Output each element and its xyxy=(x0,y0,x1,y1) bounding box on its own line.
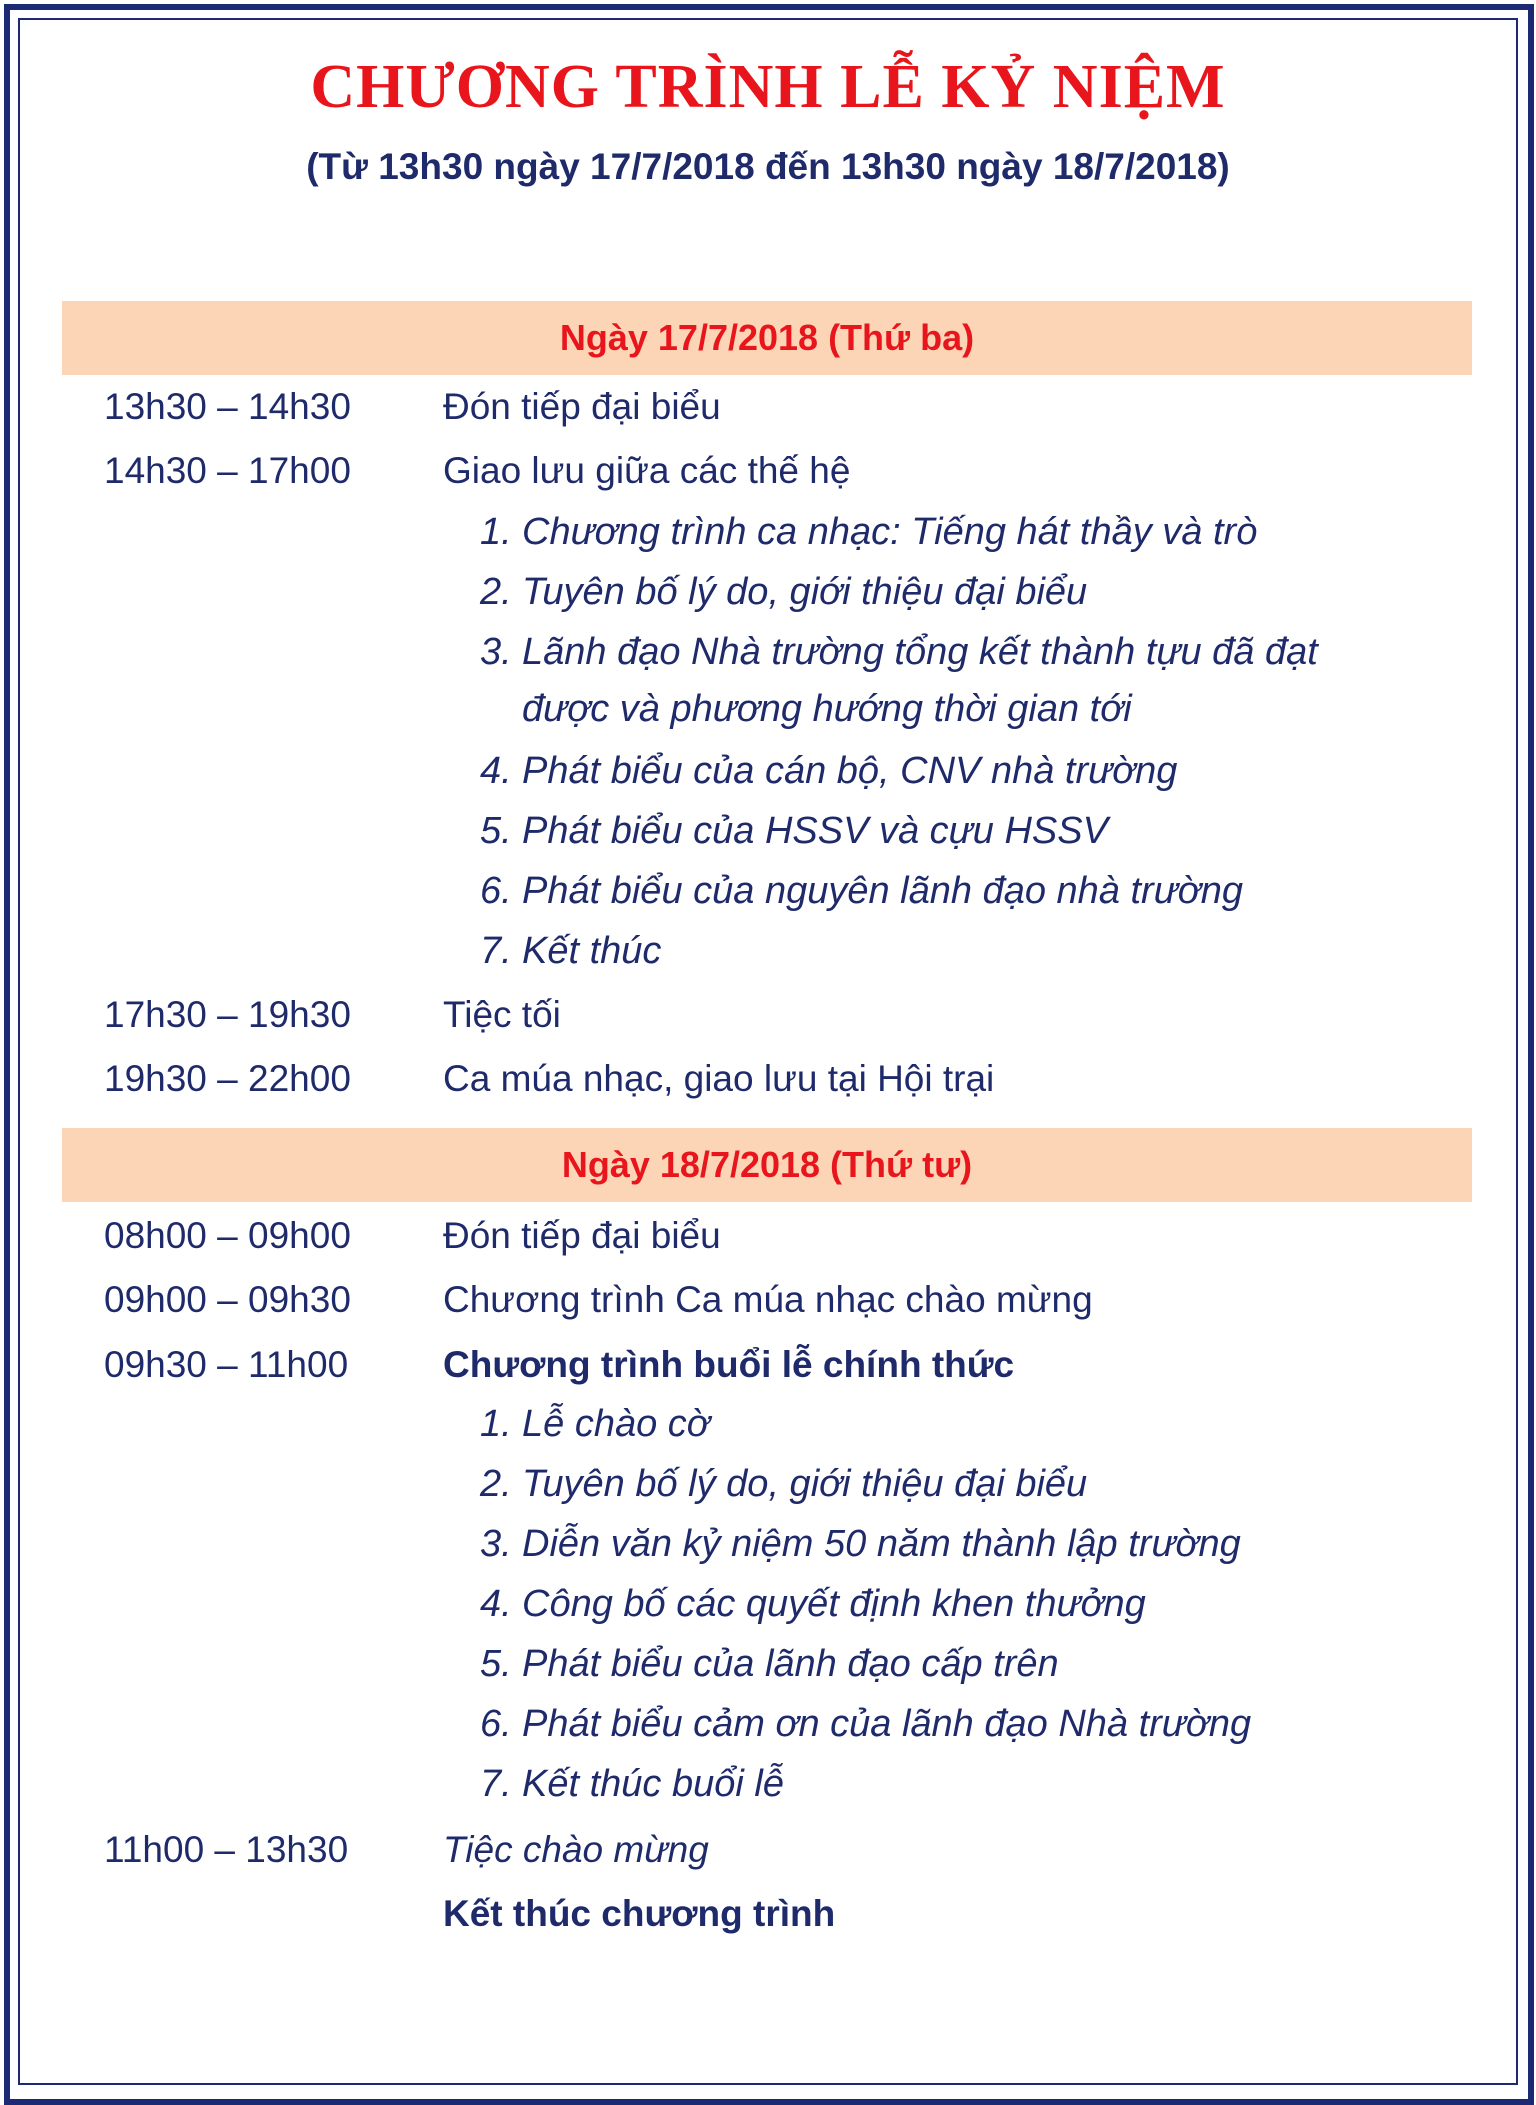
sub-item xyxy=(480,810,1108,853)
sub-item xyxy=(480,571,1087,614)
sub-item xyxy=(480,631,1318,674)
sub-item-number: 7. xyxy=(480,1763,512,1805)
activity: Ca múa nhạc, giao lưu tại Hội trại xyxy=(443,1058,995,1099)
sub-item-text: Kết thúc xyxy=(522,930,662,972)
closing-text: Kết thúc chương trình xyxy=(443,1893,836,1934)
activity: Tiệc tối xyxy=(443,994,561,1035)
time-range: 09h30 – 11h00 xyxy=(104,1344,349,1385)
time-range: 17h30 – 19h30 xyxy=(104,994,351,1035)
sub-item-text: Diễn văn kỷ niệm 50 năm thành lập trường xyxy=(522,1523,1241,1565)
sub-item-number: 3. xyxy=(480,631,512,673)
activity: Đón tiếp đại biểu xyxy=(443,386,721,427)
time-range: 13h30 – 14h30 xyxy=(104,386,351,427)
page-subtitle: (Từ 13h30 ngày 17/7/2018 đến 13h30 ngày 18/7/2018) xyxy=(306,146,1230,187)
sub-item-text: Tuyên bố lý do, giới thiệu đại biểu xyxy=(522,1463,1088,1505)
time-range: 08h00 – 09h00 xyxy=(104,1215,351,1256)
day-2-heading: Ngày 18/7/2018 (Thứ tư) xyxy=(62,1128,1472,1202)
sub-item-text: được và phương hướng thời gian tới xyxy=(522,688,1132,730)
sub-item-number: 6. xyxy=(480,1703,512,1745)
sub-item-number: 5. xyxy=(480,810,512,852)
activity: Tiệc chào mừng xyxy=(443,1829,709,1870)
time-range: 11h00 – 13h30 xyxy=(104,1829,349,1870)
time-range: 09h00 – 09h30 xyxy=(104,1279,351,1320)
sub-item-text: Phát biểu của cán bộ, CNV nhà trường xyxy=(522,750,1178,792)
activity: Đón tiếp đại biểu xyxy=(443,1215,721,1256)
activity-main-ceremony: Chương trình buổi lễ chính thức xyxy=(443,1344,1015,1385)
sub-item-number: 2. xyxy=(480,1463,512,1505)
sub-item xyxy=(480,750,1177,793)
activity: Chương trình Ca múa nhạc chào mừng xyxy=(443,1279,1093,1320)
sub-item-number: 1. xyxy=(480,1403,512,1445)
sub-item-number: 3. xyxy=(480,1523,512,1565)
sub-item-continuation xyxy=(522,688,1132,731)
sub-item xyxy=(480,1463,1087,1506)
sub-item-text: Công bố các quyết định khen thưởng xyxy=(522,1583,1146,1625)
sub-item-number: 1. xyxy=(480,511,512,553)
sub-item-number: 5. xyxy=(480,1643,512,1685)
sub-item xyxy=(480,930,661,973)
sub-item-text: Tuyên bố lý do, giới thiệu đại biểu xyxy=(522,571,1088,613)
sub-item-number: 7. xyxy=(480,930,512,972)
sub-item-text: Chương trình ca nhạc: Tiếng hát thầy và trò xyxy=(522,511,1258,553)
sub-item xyxy=(480,1703,1251,1746)
sub-item-text: Lãnh đạo Nhà trường tổng kết thành tựu đã đạt xyxy=(522,631,1318,673)
sub-item-number: 4. xyxy=(480,750,512,792)
sub-item-text: Phát biểu của lãnh đạo cấp trên xyxy=(522,1643,1059,1685)
sub-item-number: 4. xyxy=(480,1583,512,1625)
sub-item-text: Phát biểu của HSSV và cựu HSSV xyxy=(522,810,1108,852)
sub-item-text: Lễ chào cờ xyxy=(522,1403,710,1445)
sub-item xyxy=(480,1583,1146,1626)
sub-item-text: Phát biểu của nguyên lãnh đạo nhà trường xyxy=(522,870,1244,912)
sub-item xyxy=(480,511,1257,554)
sub-item xyxy=(480,1523,1241,1566)
day-1-heading: Ngày 17/7/2018 (Thứ ba) xyxy=(62,301,1472,375)
sub-item xyxy=(480,1643,1059,1686)
time-range: 14h30 – 17h00 xyxy=(104,450,351,491)
sub-item-text: Phát biểu cảm ơn của lãnh đạo Nhà trường xyxy=(522,1703,1252,1745)
sub-item-number: 2. xyxy=(480,571,512,613)
sub-item xyxy=(480,1763,784,1806)
activity: Giao lưu giữa các thế hệ xyxy=(443,450,851,491)
sub-item xyxy=(480,1403,710,1446)
sub-item xyxy=(480,870,1243,913)
sub-item-number: 6. xyxy=(480,870,512,912)
sub-item-text: Kết thúc buổi lễ xyxy=(522,1763,784,1805)
page-title: CHƯƠNG TRÌNH LỄ KỶ NIỆM xyxy=(310,53,1226,121)
time-range: 19h30 – 22h00 xyxy=(104,1058,351,1099)
